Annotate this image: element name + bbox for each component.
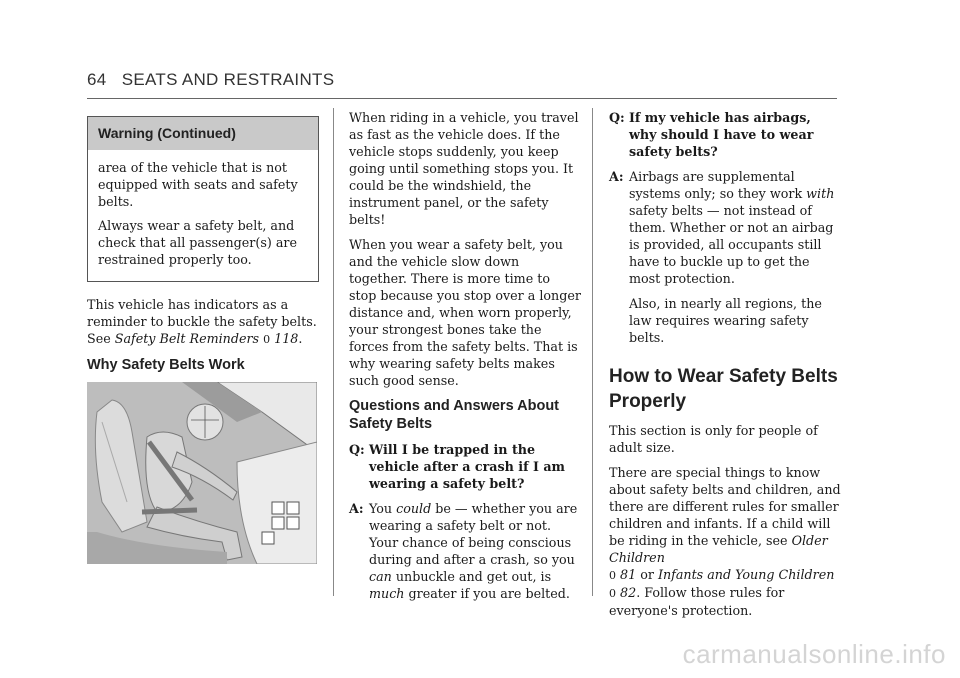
indicators-text: This vehicle has indicators as a reminder to buckle the safety belts. See [87, 297, 317, 346]
heading-questions-and-answers: Questions and Answers About Safety Belts [349, 398, 560, 432]
indicators-paragraph: This vehicle has indicators as a reminder to buckle the safety belts. See Safety Belt Reminders 0 118. [87, 297, 317, 346]
warning-body [88, 150, 318, 281]
warning-box [87, 116, 319, 282]
warning-paragraph-1: area of the vehicle that is not equipped with seats and safety belts. [98, 160, 298, 209]
question-text: Will I be trapped in the vehicle after a crash if I am wearing a safety belt? [369, 442, 565, 491]
column-divider-1 [333, 108, 334, 596]
section-title: SEATS AND RESTRAINTS [121, 70, 335, 89]
question-text: If my vehicle has airbags, why should I have to wear safety belts? [629, 110, 814, 159]
children-paragraph: There are special things to know about safety belts and children, and there are different rules for smaller children and infants. If a child will be riding in the vehicle, see Older Children 0 81 or Infants and Young Children 0 82. Follow those rules for everyone's protection. [609, 465, 841, 618]
crash-illustration [87, 382, 317, 564]
header-rule [87, 98, 837, 99]
crash-dummy-illustration-svg [87, 382, 317, 564]
warning-paragraph-2: Always wear a safety belt, and check that all passenger(s) are restrained properly too. [98, 218, 297, 267]
riding-paragraph: When riding in a vehicle, you travel as fast as the vehicle does. If the vehicle stops suddenly, you keep going until something stops you. It could be the windshield, the instrument panel, or the safety belts! [349, 110, 579, 227]
column-2 [349, 109, 581, 610]
page-ref-icon: 0 [263, 333, 271, 346]
warning-title: Warning (Continued) [88, 117, 318, 150]
answer-text: Airbags are supplemental systems only; so they work with safety belts — not instead of them. Whether or not an airbag is provided, all occupants still have to buckle up to get the most protection. Also, in nearly all regions, the law requires wearing safety belts. [629, 169, 835, 345]
watermark: carmanualsonline.info [682, 639, 946, 669]
column-1 [87, 116, 319, 564]
page-ref-icon: 0 [609, 587, 616, 600]
question-label: Q: [609, 110, 625, 125]
page-ref-icon: 0 [609, 569, 616, 582]
page-number: 64 [87, 70, 107, 89]
answer-label: A: [609, 169, 624, 184]
question-label: Q: [349, 442, 365, 457]
question-1 [349, 441, 581, 492]
page-header [87, 70, 837, 90]
column-3 [609, 109, 841, 627]
answer-text: You could be — whether you are wearing a safety belt or not. Your chance of being conscious during and after a crash, so you can unbuckle and get out, is much greater if you are belted. [369, 501, 578, 601]
older-children-link[interactable]: Older Children 0 81 [609, 533, 828, 582]
question-2 [609, 109, 841, 160]
column-divider-2 [592, 108, 593, 596]
answer-label: A: [349, 501, 364, 516]
infants-young-children-link[interactable]: Infants and Young Children 0 82 [609, 567, 835, 600]
answer-2 [609, 168, 841, 354]
heading-how-to-wear-safety-belts: How to Wear Safety Belts Properly [609, 366, 838, 412]
answer-1 [349, 500, 581, 602]
adult-size-paragraph: This section is only for people of adult size. [609, 423, 818, 455]
belt-benefit-paragraph: When you wear a safety belt, you and the vehicle slow down together. There is more time to stop because you stop over a longer distance and, when worn properly, your strongest bones take the forces from the safety belts. That is why wearing safety belts makes such good sense. [349, 237, 581, 388]
safety-belt-reminders-link[interactable]: Safety Belt Reminders 0 118 [114, 331, 299, 346]
heading-why-safety-belts-work: Why Safety Belts Work [87, 357, 245, 373]
